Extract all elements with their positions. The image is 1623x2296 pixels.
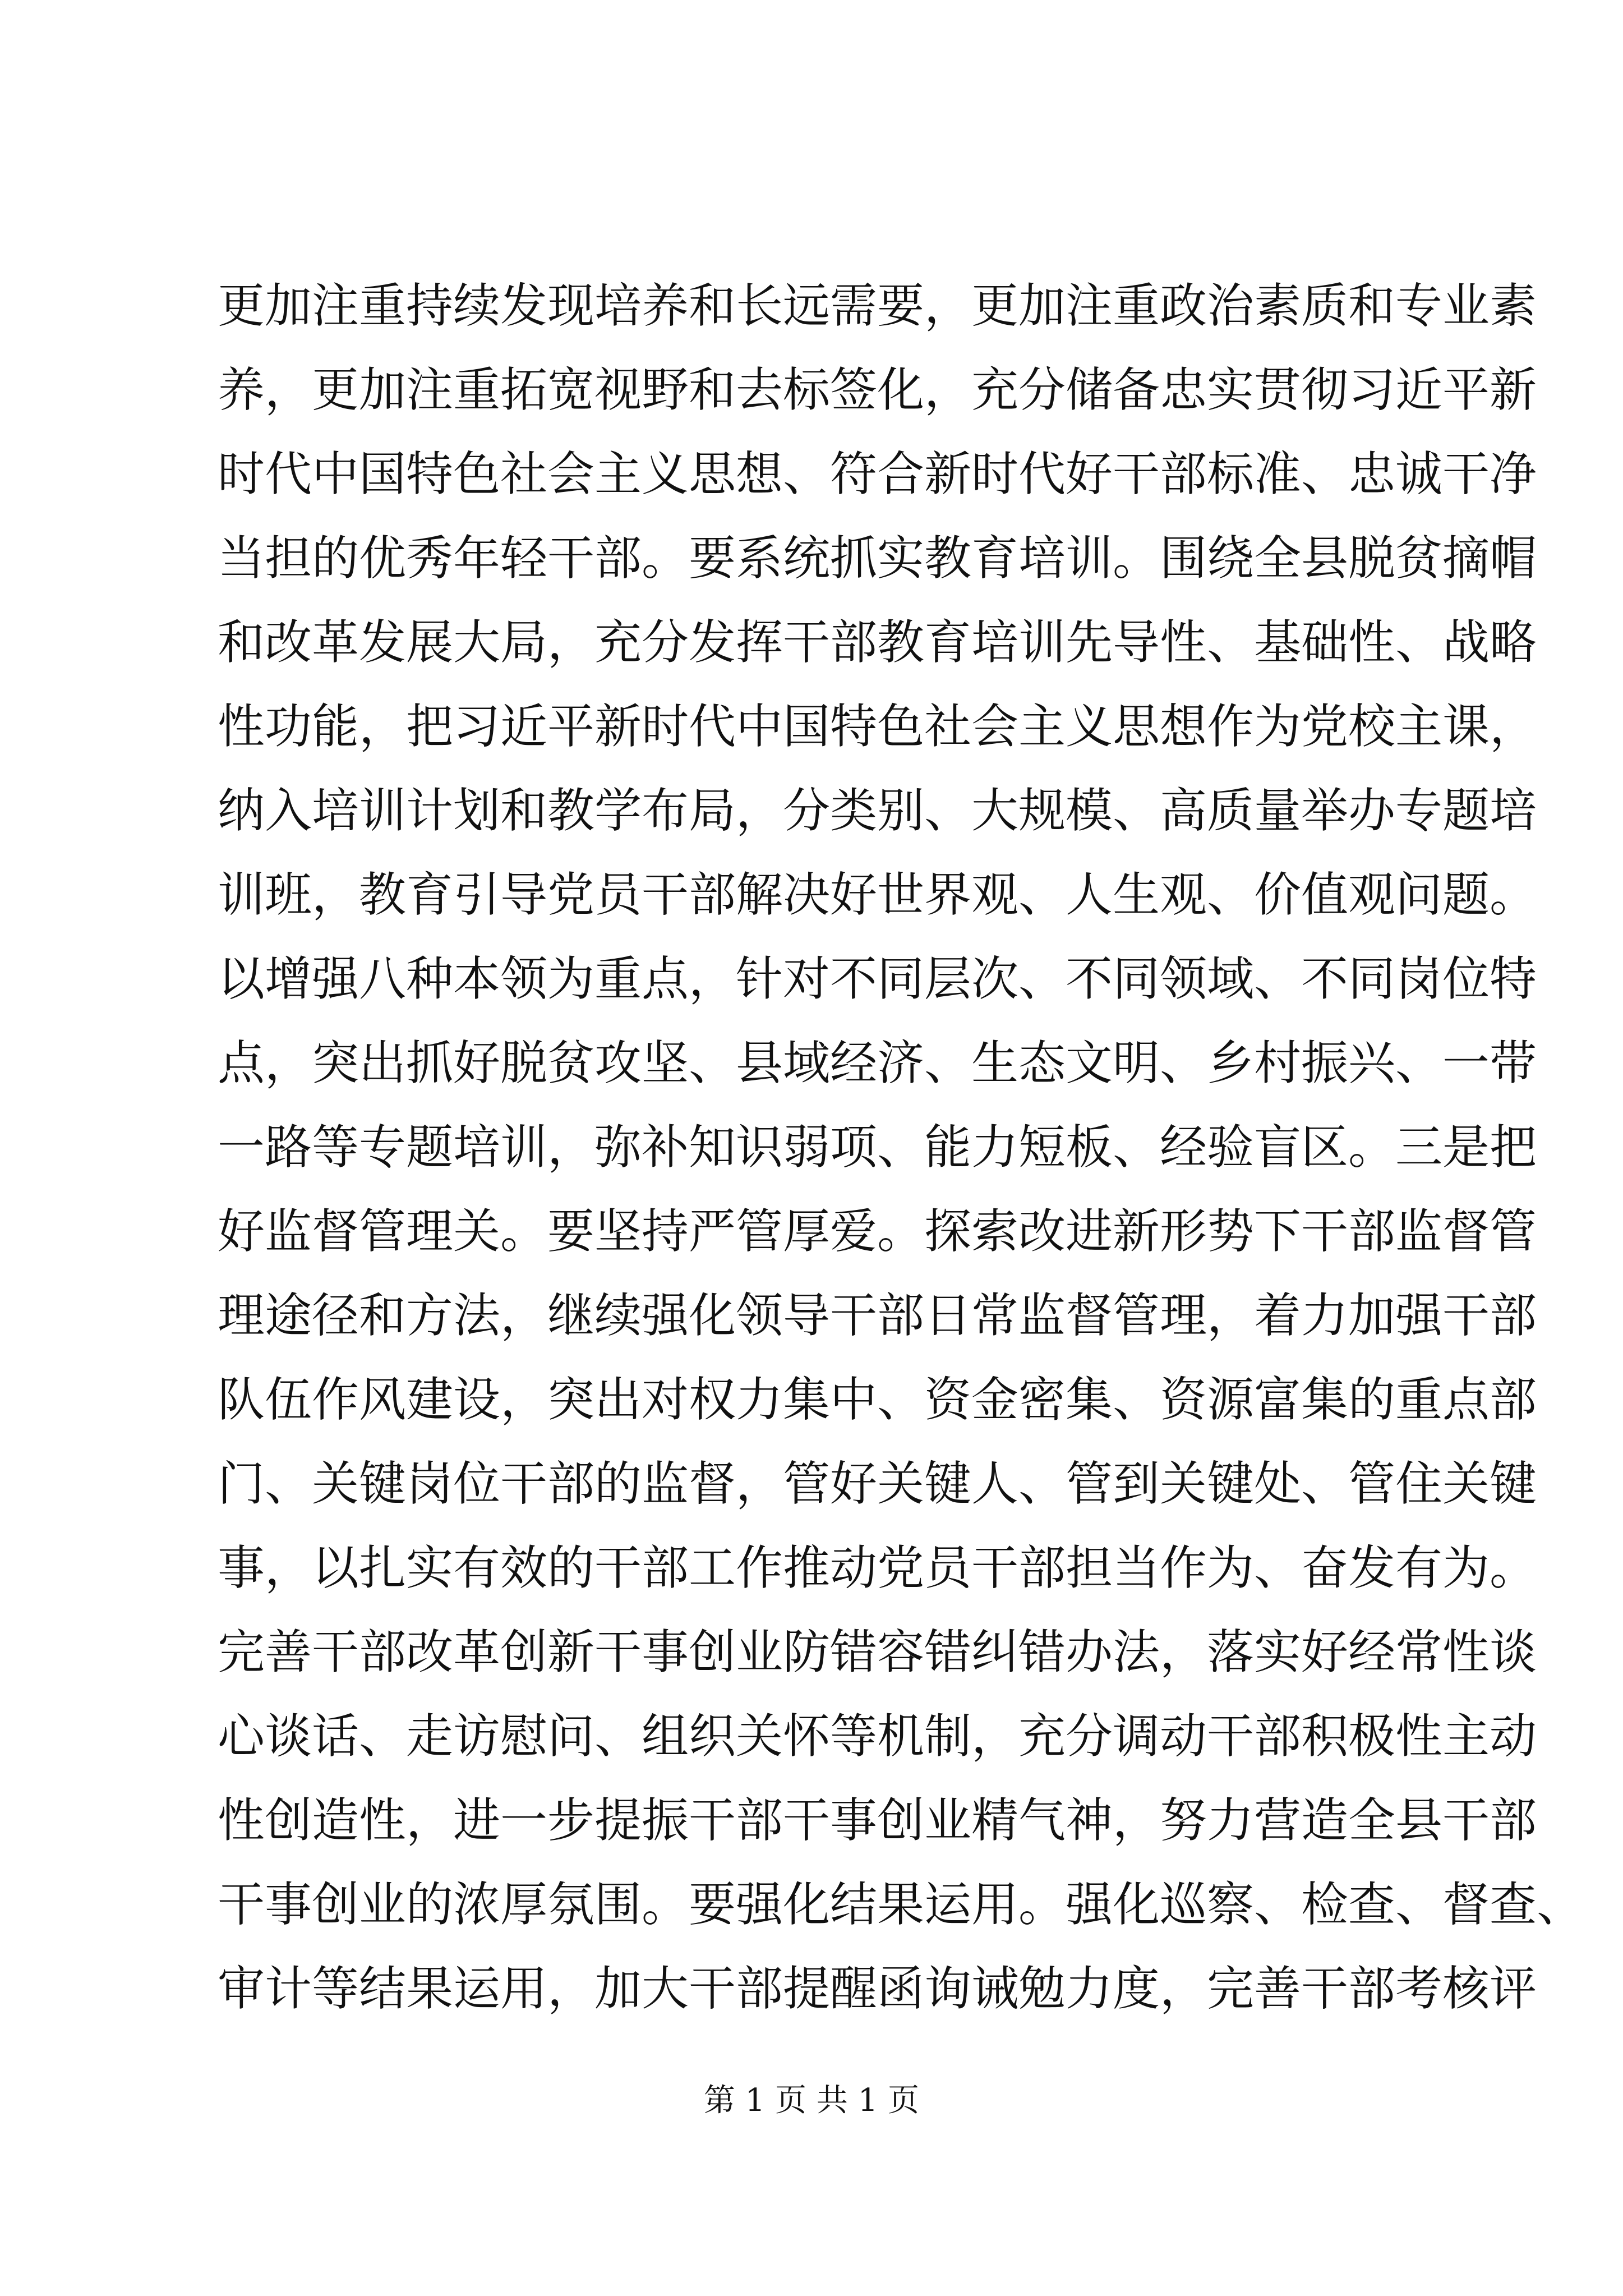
text-line: 当担的优秀年轻干部。要系统抓实教育培训。围绕全县脱贫摘帽 [218,531,1537,586]
text-line: 心谈话、走访慰问、组织关怀等机制，充分调动干部积极性主动 [218,1709,1537,1764]
text-line: 队伍作风建设，突出对权力集中、资金密集、资源富集的重点部 [218,1372,1537,1427]
text-line: 纳入培训计划和教学布局，分类别、大规模、高质量举办专题培 [218,783,1537,838]
text-line: 门、关键岗位干部的监督，管好关键人、管到关键处、管住关键 [218,1456,1537,1511]
text-line: 干事创业的浓厚氛围。要强化结果运用。强化巡察、检查、督查、 [218,1877,1584,1932]
text-line: 理途径和方法，继续强化领导干部日常监督管理，着力加强干部 [218,1288,1537,1343]
text-line: 时代中国特色社会主义思想、符合新时代好干部标准、忠诚干净 [218,447,1537,501]
text-line: 和改革发展大局，充分发挥干部教育培训先导性、基础性、战略 [218,615,1537,670]
text-line: 更加注重持续发现培养和长远需要，更加注重政治素质和专业素 [218,278,1537,333]
text-line: 审计等结果运用，加大干部提醒函询诫勉力度，完善干部考核评 [218,1961,1537,2016]
text-line: 事，以扎实有效的干部工作推动党员干部担当作为、奋发有为。 [218,1540,1537,1595]
text-line: 一路等专题培训，弥补知识弱项、能力短板、经验盲区。三是把 [218,1120,1537,1175]
text-line: 以增强八种本领为重点，针对不同层次、不同领域、不同岗位特 [218,951,1537,1006]
text-line: 完善干部改革创新干事创业防错容错纠错办法，落实好经常性谈 [218,1625,1537,1680]
text-line: 性创造性，进一步提振干部干事创业精气神，努力营造全县干部 [218,1793,1537,1848]
text-line: 好监督管理关。要坚持严管厚爱。探索改进新形势下干部监督管 [218,1204,1537,1259]
page-number-footer: 第 1 页 共 1 页 [703,2082,920,2119]
text-line: 性功能，把习近平新时代中国特色社会主义思想作为党校主课， [218,699,1537,754]
body-text [218,264,1584,2031]
text-line: 训班，教育引导党员干部解决好世界观、人生观、价值观问题。 [218,867,1537,922]
text-line: 养，更加注重拓宽视野和去标签化，充分储备忠实贯彻习近平新 [218,362,1537,417]
text-line: 点，突出抓好脱贫攻坚、县域经济、生态文明、乡村振兴、一带 [218,1036,1537,1091]
